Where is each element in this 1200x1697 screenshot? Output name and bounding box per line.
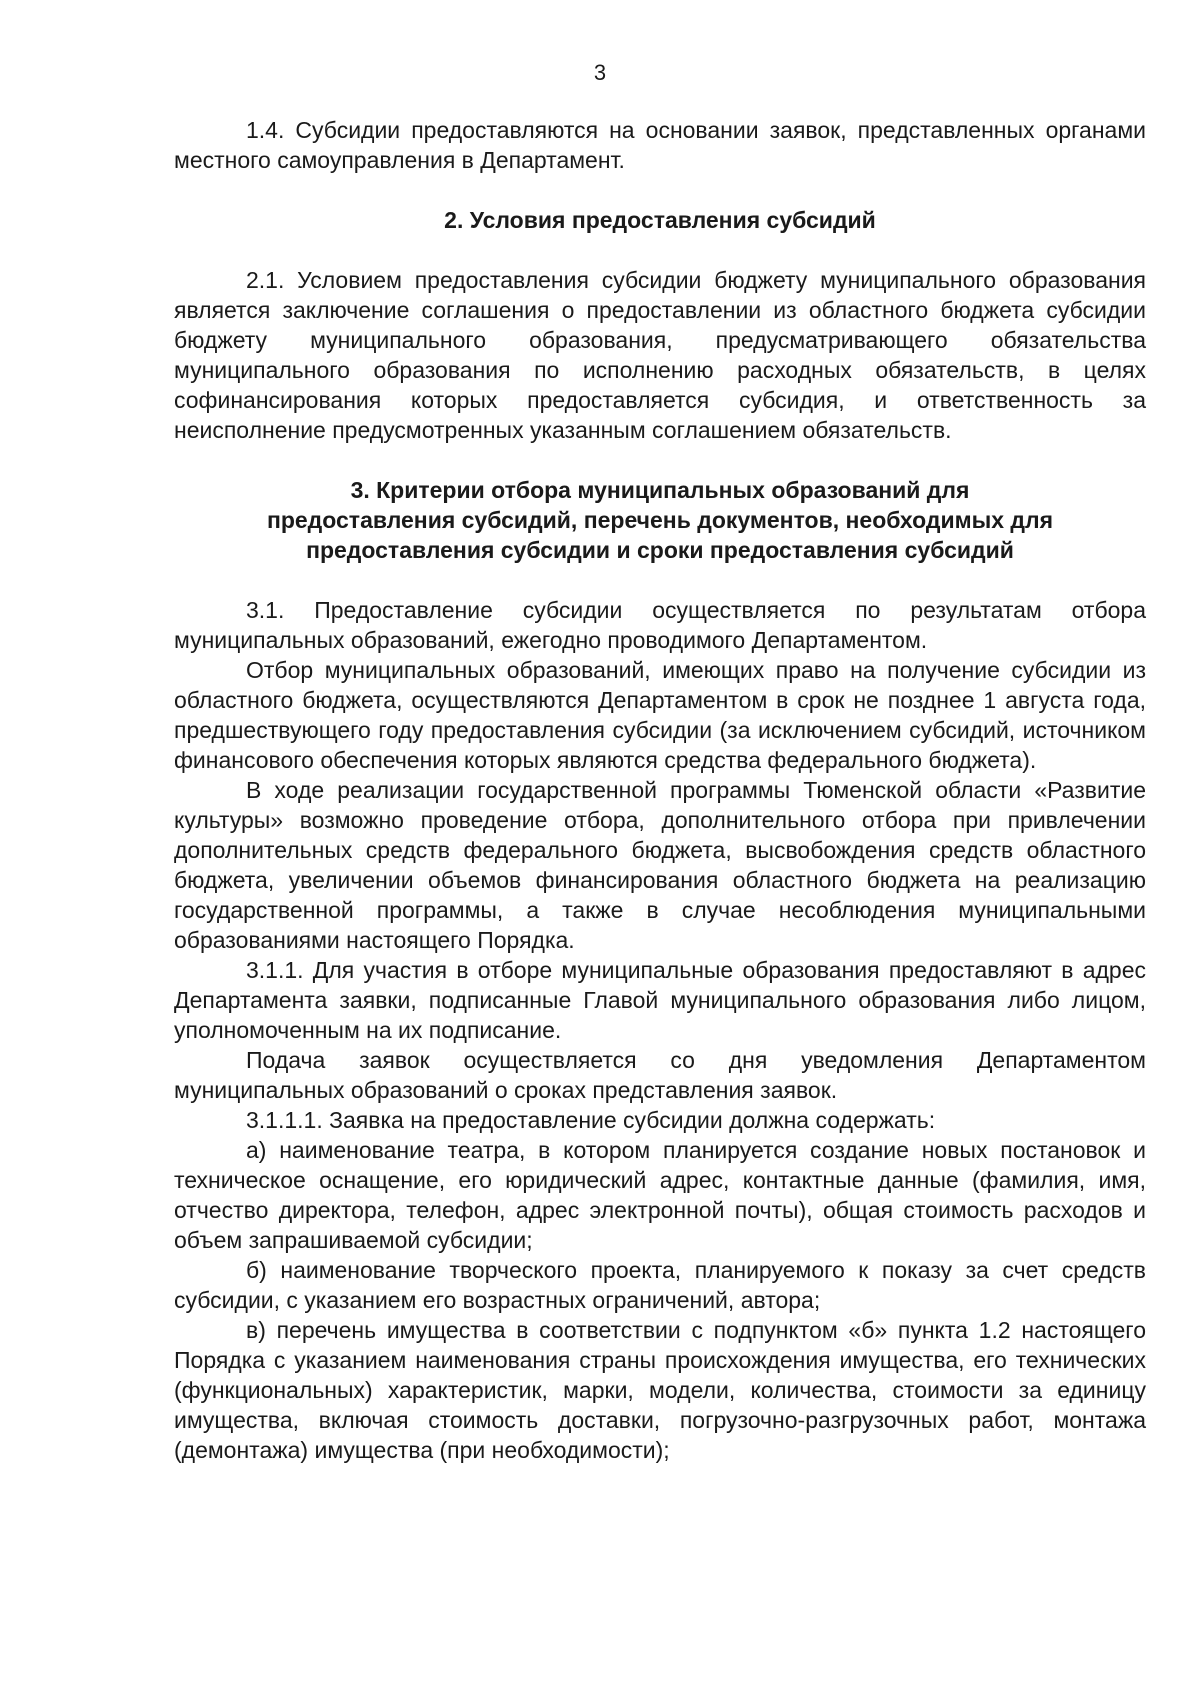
section-heading-3-line-3: предоставления субсидии и сроки предоставления субсидий [306, 537, 1014, 563]
document-body [174, 115, 1146, 1465]
paragraph-3-1-1-submission: Подача заявок осуществляется со дня уведомления Департаментом муниципальных образований о сроках представления заявок. [174, 1047, 1146, 1103]
paragraph-3-1-1: 3.1.1. Для участия в отборе муниципальные образования предоставляют в адрес Департамента заявки, подписанные Главой муниципального образования либо лицом, уполномоченным на их подписание. [174, 957, 1146, 1043]
list-item-v: в) перечень имущества в соответствии с подпунктом «б» пункта 1.2 настоящего Порядка с указанием наименования страны происхождения имущества, его технических (функциональных) характеристик, марки, модели, количества, стоимости за единицу имущества, включая стоимость доставки, погрузочно-разгрузочных работ, монтажа (демонтажа) имущества (при необходимости); [174, 1317, 1146, 1463]
section-heading-3-line-2: предоставления субсидий, перечень документов, необходимых для [266, 507, 1054, 533]
paragraph-3-1-1-1: 3.1.1.1. Заявка на предоставление субсидии должна содержать: [246, 1107, 936, 1133]
paragraph-3-1: 3.1. Предоставление субсидии осуществляется по результатам отбора муниципальных образований, ежегодно проводимого Департаментом. [174, 597, 1146, 653]
spacer [174, 445, 1146, 475]
section-heading-3-line-1: 3. Критерии отбора муниципальных образований для [350, 477, 970, 503]
paragraph-3-1-selection: Отбор муниципальных образований, имеющих право на получение субсидии из областного бюджета, осуществляются Департаментом в срок не позднее 1 августа года, предшествующего году предоставления субсидии (за исключением субсидий, источником финансового обеспечения которых являются средства федерального бюджета). [174, 657, 1146, 773]
spacer [174, 565, 1146, 595]
paragraph-3-1-program: В ходе реализации государственной программы Тюменской области «Развитие культуры» возможно проведение отбора, дополнительного отбора при привлечении дополнительных средств федерального бюджета, высвобождения средств областного бюджета, увеличении объемов финансирования областного бюджета на реализацию государственной программы, а также в случае несоблюдения муниципальными образованиями настоящего Порядка. [174, 777, 1146, 953]
paragraph-1-4: 1.4. Субсидии предоставляются на основании заявок, представленных органами местного самоуправления в Департамент. [174, 117, 1146, 173]
spacer [174, 175, 1146, 205]
list-item-b: б) наименование творческого проекта, планируемого к показу за счет средств субсидии, с указанием его возрастных ограничений, автора; [174, 1257, 1146, 1313]
section-heading-2: 2. Условия предоставления субсидий [444, 207, 876, 233]
paragraph-2-1: 2.1. Условием предоставления субсидии бюджету муниципального образования является заключение соглашения о предоставлении из областного бюджета субсидии бюджету муниципального образования, предусматривающего обязательства муниципального образования по исполнению расходных обязательств, в целях софинансирования которых предоставляется субсидия, и ответственность за неисполнение предусмотренных указанным соглашением обязательств. [174, 267, 1146, 443]
spacer [174, 235, 1146, 265]
section-heading-3 [174, 475, 1146, 565]
page-number: 3 [593, 60, 607, 85]
list-item-a: а) наименование театра, в котором планируется создание новых постановок и техническое оснащение, его юридический адрес, контактные данные (фамилия, имя, отчество директора, телефон, адрес электронной почты), общая стоимость расходов и объем запрашиваемой субсидии; [174, 1137, 1146, 1253]
